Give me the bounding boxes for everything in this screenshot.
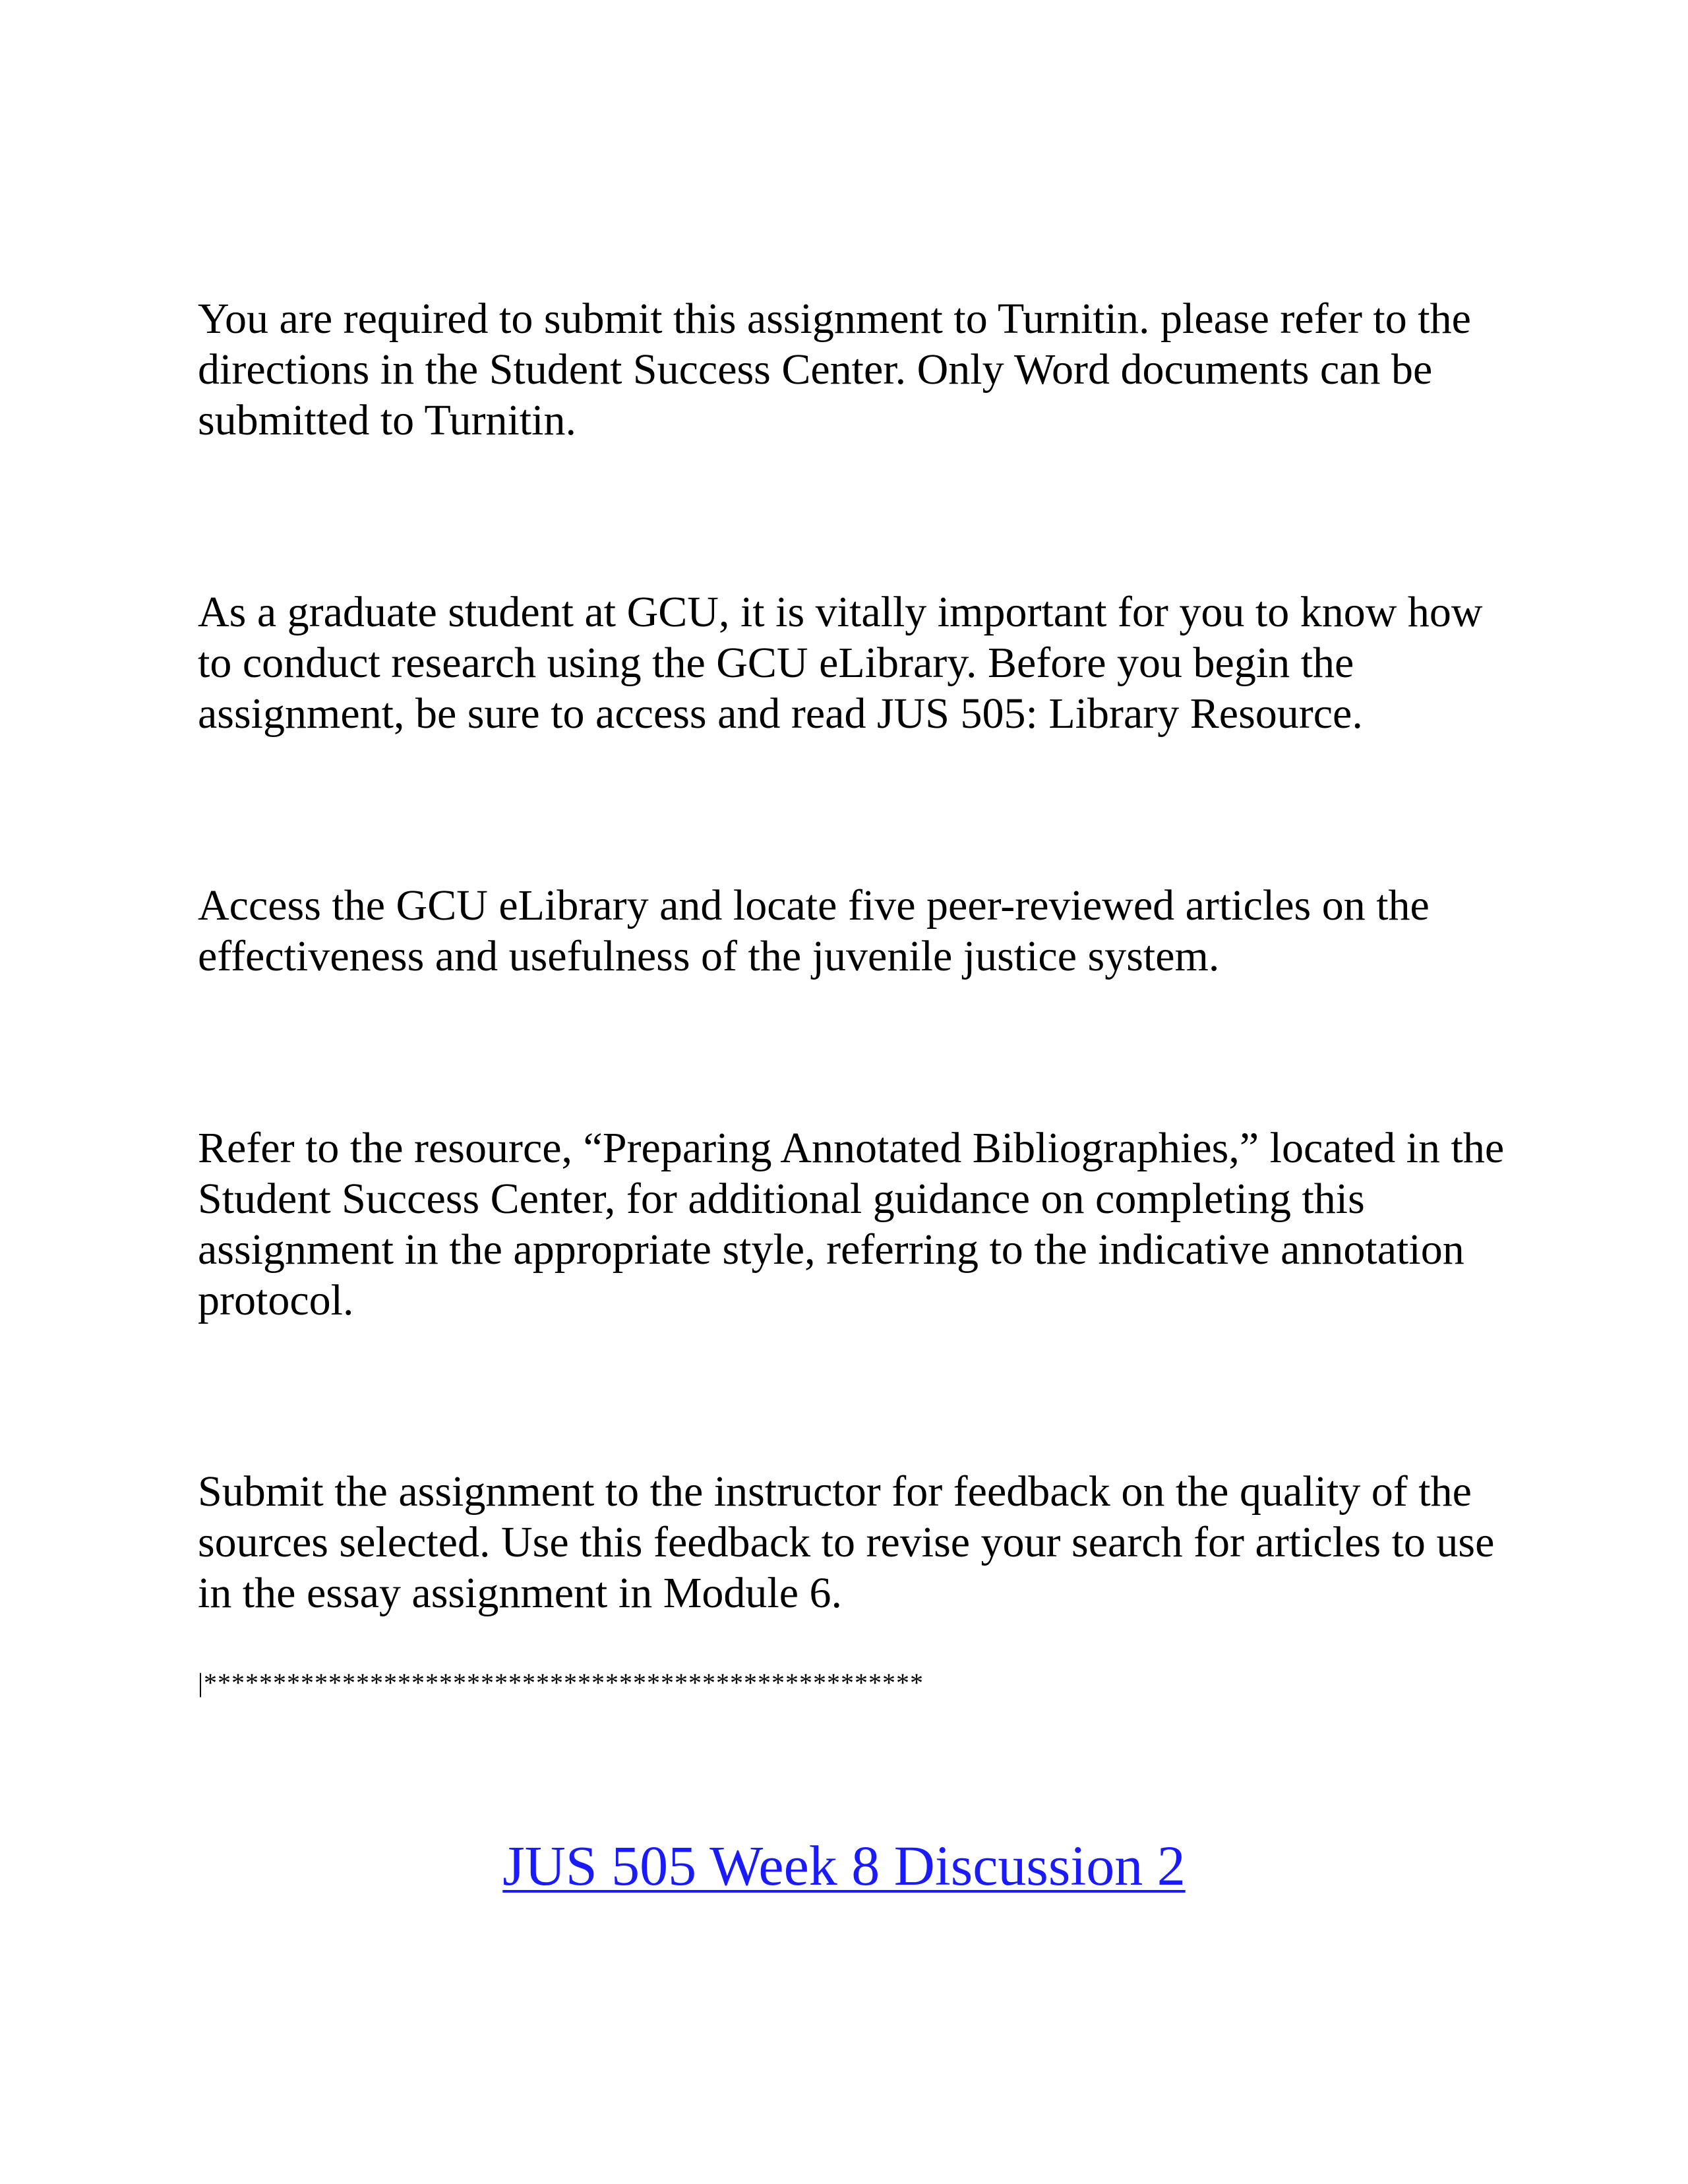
asterisk-separator: |**************************************************** (198, 1668, 924, 1697)
paragraph-elibrary-research: As a graduate student at GCU, it is vitally important for you to know how to conduct research using the GCU eLibrary. Before you begin the assignment, be sure to access and read JUS 505: Library Resource. (198, 588, 1483, 738)
discussion-link[interactable]: JUS 505 Week 8 Discussion 2 (502, 1834, 1186, 1897)
link-container (0, 1833, 1688, 1899)
paragraph-turnitin-instructions: You are required to submit this assignment to Turnitin. please refer to the directions in the Student Success Center. Only Word documents can be submitted to Turnitin. (198, 295, 1471, 444)
paragraph-submit-assignment: Submit the assignment to the instructor for feedback on the quality of the sources selected. Use this feedback to revise your search for articles to use in the essay assignment in Module 6. (198, 1467, 1495, 1617)
paragraph-locate-articles: Access the GCU eLibrary and locate five peer-reviewed articles on the effectiveness and usefulness of the juvenile justice system. (198, 881, 1430, 980)
paragraph-annotated-bibliographies: Refer to the resource, “Preparing Annotated Bibliographies,” located in the Student Success Center, for additional guidance on completing this assignment in the appropriate style, referring to the indicative annotation protocol. (198, 1124, 1505, 1324)
